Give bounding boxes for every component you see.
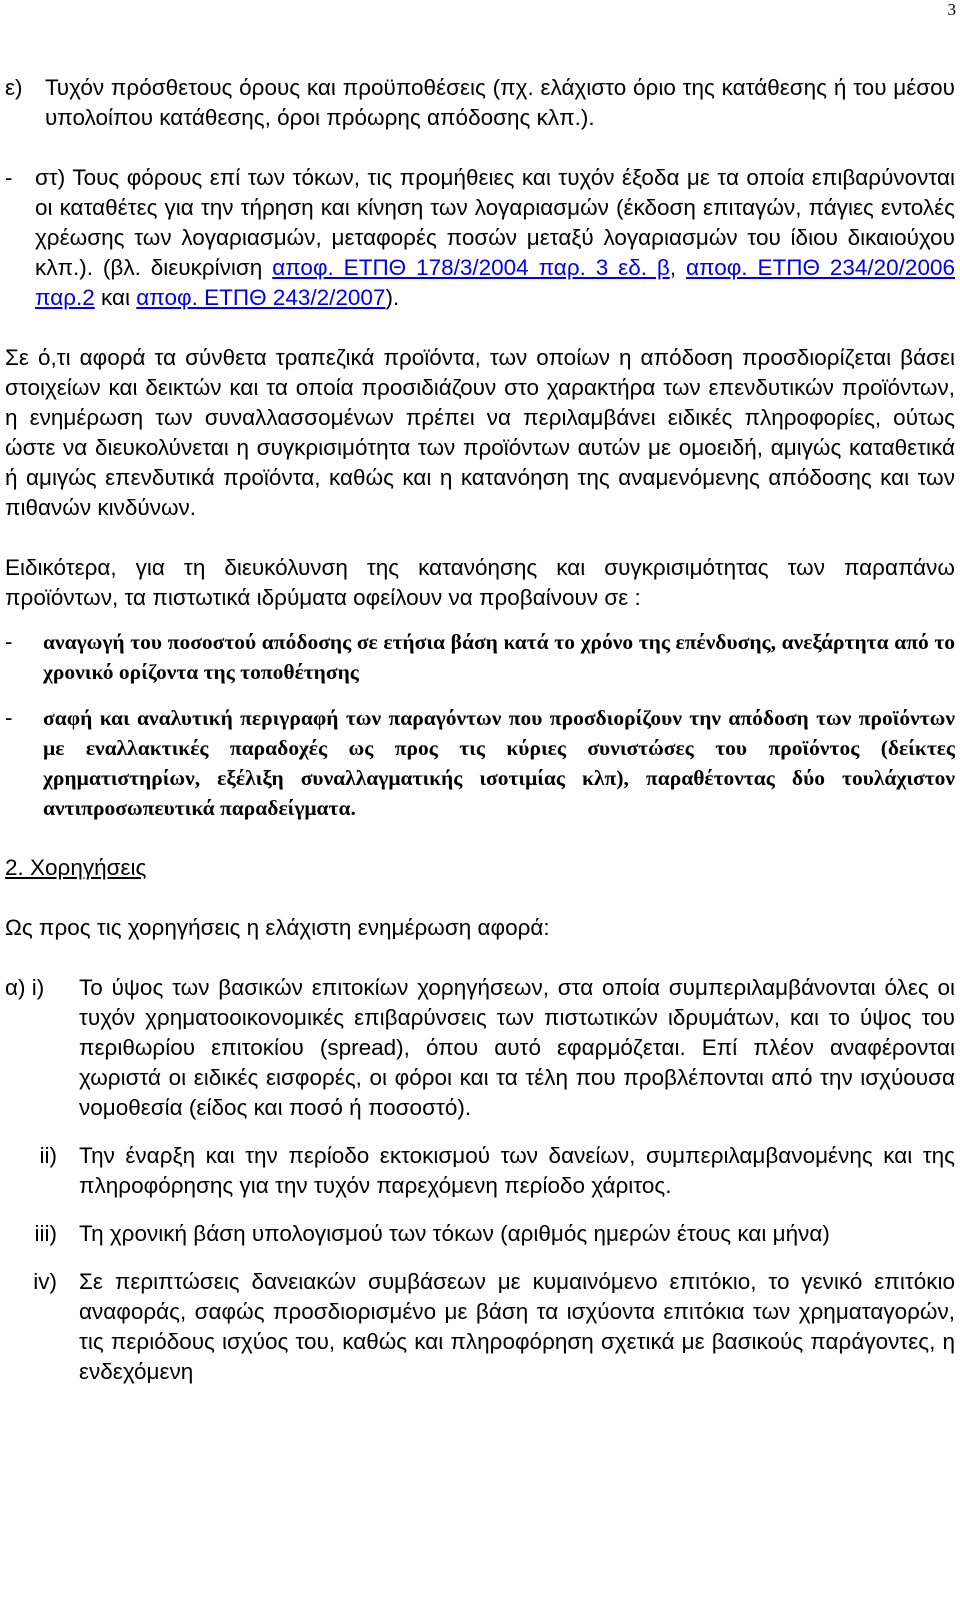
list-item-st — [5, 163, 955, 313]
loan-list-item — [5, 1219, 955, 1249]
list-label: iii) — [34, 1221, 57, 1246]
decision-link-178[interactable]: αποφ. ΕΤΠΘ 178/3/2004 παρ. 3 εδ. β — [272, 255, 670, 280]
list-text: αναγωγή του ποσοστού απόδοσης σε ετήσια βάση κατά το χρόνο της επένδυσης, ανεξάρτητα από το χρονικό ορίζοντα της τοποθέτησης — [43, 630, 955, 684]
loan-list-item — [5, 973, 955, 1123]
list-label: ε) — [5, 75, 23, 100]
list-label: - — [5, 629, 13, 654]
list-text: Τη χρονική βάση υπολογισμού των τόκων (αριθμός ημερών έτους και μήνα) — [79, 1221, 830, 1246]
bold-list-item — [5, 703, 955, 823]
paragraph-specifically: Ειδικότερα, για τη διευκόλυνση της κατανόησης και συγκρισιμότητας των παραπάνω προϊόντων, τα πιστωτικά ιδρύματα οφείλουν να προβαίνουν σε : — [5, 555, 955, 610]
list-label: iv) — [33, 1269, 57, 1294]
section-heading: 2. Χορηγήσεις — [5, 855, 147, 880]
list-text: Την έναρξη και την περίοδο εκτοκισμού των δανείων, συμπεριλαμβανομένης και της πληροφόρησης για την τυχόν παρεχόμενη περίοδο χάριτος. — [79, 1143, 955, 1198]
list-label: ii) — [39, 1143, 57, 1168]
list-text: Το ύψος των βασικών επιτοκίων χορηγήσεων, στα οποία συμπεριλαμβάνονται όλες οι τυχόν χρηματοοικονομικές επιβαρύνσεις των πιστωτικών ιδρυμάτων, και το ύψος του περιθωρίου επιτοκίου (spread), όπου αυτό εφαρμόζεται. Επί πλέον αναφέρονται χωριστά οι ειδικές εισφορές, οι φόροι και τα τέλη που προβλέπονται από την ισχύουσα νομοθεσία (είδος και ποσό ή ποσοστό). — [79, 975, 955, 1120]
list-text: Σε περιπτώσεις δανειακών συμβάσεων με κυμαινόμενο επιτόκιο, το γενικό επιτόκιο αναφοράς, σαφώς προσδιορισμένο με βάση τα ισχύοντα επιτόκια των χρηματαγορών, τις περιόδους ισχύος του, καθώς και πληροφόρηση σχετικά με βασικούς παράγοντες, η ενδεχόμενη — [79, 1269, 955, 1384]
decision-link-243[interactable]: αποφ. ΕΤΠΘ 243/2/2007 — [136, 285, 386, 310]
loan-list-item — [5, 1267, 955, 1387]
decision-link-234[interactable]: αποφ. ΕΤΠΘ 234/20/2006 παρ.2 — [35, 255, 955, 310]
page-number: 3 — [947, 0, 956, 19]
bold-list-item — [5, 627, 955, 687]
list-item-e — [5, 73, 955, 133]
list-label: α) i) — [5, 975, 45, 1000]
paragraph-composite-products: Σε ό,τι αφορά τα σύνθετα τραπεζικά προϊόντα, των οποίων η απόδοση προσδιορίζεται βάσει στοιχείων και δεικτών και τα οποία προσιδιάζουν στο χαρακτήρα των επενδυτικών προϊόντων, η ενημέρωση των συναλλασσομένων πρέπει να περιλαμβάνει ειδικές πληροφορίες, ούτως ώστε να διευκολύνεται η συγκρισιμότητα των προϊόντων αυτών με ομοειδή, αμιγώς καταθετικά ή αμιγώς επενδυτικά προϊόντα, καθώς και η κατανόηση της αναμενόμενης απόδοσης και των πιθανών κινδύνων. — [5, 345, 955, 520]
loan-list-item — [5, 1141, 955, 1201]
list-label: - — [5, 165, 13, 190]
list-label: - — [5, 705, 13, 730]
list-text: Τυχόν πρόσθετους όρους και προϋποθέσεις (πχ. ελάχιστο όριο της κατάθεσης ή του μέσου υπολοίπου κατάθεσης, όροι πρόωρης απόδοσης κλπ.). — [45, 75, 955, 130]
list-text: σαφή και αναλυτική περιγραφή των παραγόντων που προσδιορίζουν την απόδοση των προϊόντων με εναλλακτικές παραδοχές ως προς τις κύριες συνιστώσες του προϊόντος (δείκτες χρηματιστηρίων, εξέλιξη συναλλαγματικής ισοτιμίας κλπ), παραθέτοντας δύο τουλάχιστον αντιπροσωπευτικά παραδείγματα. — [43, 706, 955, 820]
paragraph-loans-intro: Ως προς τις χορηγήσεις η ελάχιστη ενημέρωση αφορά: — [5, 915, 550, 940]
list-text: στ) Τους φόρους επί των τόκων, τις προμήθειες και τυχόν έξοδα με τα οποία επιβαρύνονται οι καταθέτες για την τήρηση και κίνηση των λογαριασμών (έκδοση επιταγών, πάγιες εντολές χρέωσης των λογαριασμών, μεταφορές ποσών μεταξύ λογαριασμών του ίδιου δικαιούχου κλπ.). (βλ. διευκρίνιση αποφ. ΕΤΠΘ 178/3/2004 παρ. 3 εδ. β, αποφ. ΕΤΠΘ 234/20/2006 παρ.2 και αποφ. ΕΤΠΘ 243/2/2007). — [35, 165, 955, 310]
document-body — [5, 73, 955, 1387]
